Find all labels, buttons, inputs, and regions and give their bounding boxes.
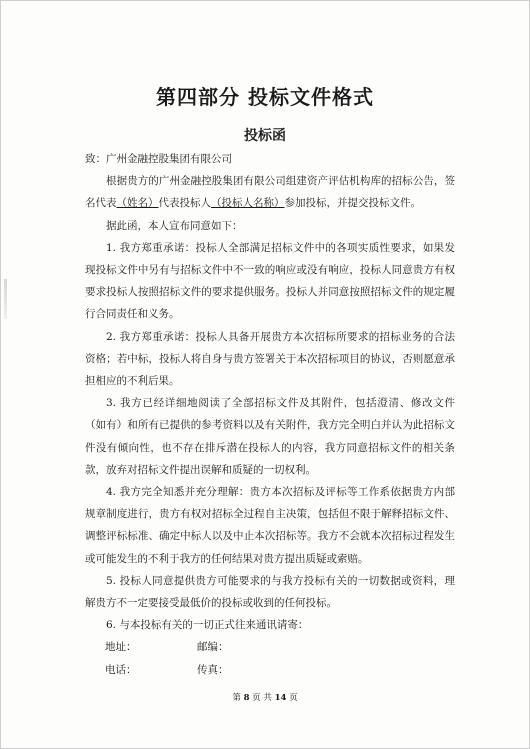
clause-4: 4. 我方完全知悉并充分理解：贵方本次招标及评标等工作系依据贵方内部规章制度进行，贵方有权对招标全过程自主决策，包括但不限于解释招标文件、调整评标标准、确定中标人以及中止本次招标等。我方不会就本次招标过程发生或可能发生的不利于我方的任何结果对贵方提出质疑或索赔。 [85, 486, 455, 565]
footer-suffix: 页 [286, 693, 298, 703]
intro-text-c: 参加投标，并提交投标文件。 [284, 197, 421, 210]
intro-paragraph [85, 170, 455, 214]
postcode-label: 邮编： [197, 641, 229, 654]
address-label: 地址： [105, 641, 137, 654]
bidder-name-blank: （投标人名称） [211, 197, 285, 210]
clause-5: 5. 投标人同意提供贵方可能要求的与我方投标有关的一切数据或资料，理解贵方不一定要接受最低价的投标或收到的任何投标。 [85, 574, 455, 610]
salutation: 致：广州金融控股集团有限公司 [85, 153, 232, 165]
clause-6: 6. 与本投标有关的一切正式往来通讯请寄： [106, 619, 309, 632]
contact-row-phone [85, 659, 455, 681]
footer-prefix: 第 [232, 693, 244, 703]
scan-artifact [4, 279, 7, 319]
footer-middle: 页 共 [249, 693, 275, 703]
intro-text-a: 根据贵方的广州金融控股集团有限公司组建资产评估机构库的招标公告，签名代表 [85, 175, 455, 210]
clause-2: 2. 我方郑重承诺：投标人具备开展贵方本次招标所要求的招标业务的合法资格；若中标，投标人将自身与贵方签署关于本次招标项目的协议，否则愿意承担相应的不利后果。 [85, 330, 455, 388]
clause-3: 3. 我方已经详细地阅读了全部招标文件及其附件，包括澄清、修改文件（如有）和所有已提供的参考资料以及有关附件，我方完全明白并认为此招标文件没有倾向性，也不存在排斥潜在投标人的内容，我方同意招标文件的相关条款，放弃对招标文件提出误解和质疑的一切权利。 [85, 397, 455, 476]
intro-text-b: 代表投标人 [158, 197, 211, 210]
phone-label: 电话： [105, 663, 137, 676]
declaration: 据此函，本人宣布同意如下： [106, 219, 243, 232]
signer-name-blank: （姓名） [116, 197, 159, 210]
letter-body [85, 148, 455, 681]
fax-label: 传真： [197, 663, 229, 676]
page-footer [1, 691, 529, 703]
page-total: 14 [274, 693, 287, 703]
letter-title: 投标函 [244, 128, 286, 144]
page-number: 8 [243, 693, 250, 703]
part-title: 第四部分 投标文件格式 [156, 85, 374, 109]
clause-1: 1. 我方郑重承诺：投标人全部满足招标文件中的各项实质性要求，如果发现投标文件中另有与招标文件中不一致的响应或没有响应，投标人同意贵方有权要求投标人按照招标文件的要求提供服务。投标人并同意按照招标文件的规定履行合同责任和义务。 [85, 241, 455, 321]
contact-row-address [85, 636, 455, 658]
